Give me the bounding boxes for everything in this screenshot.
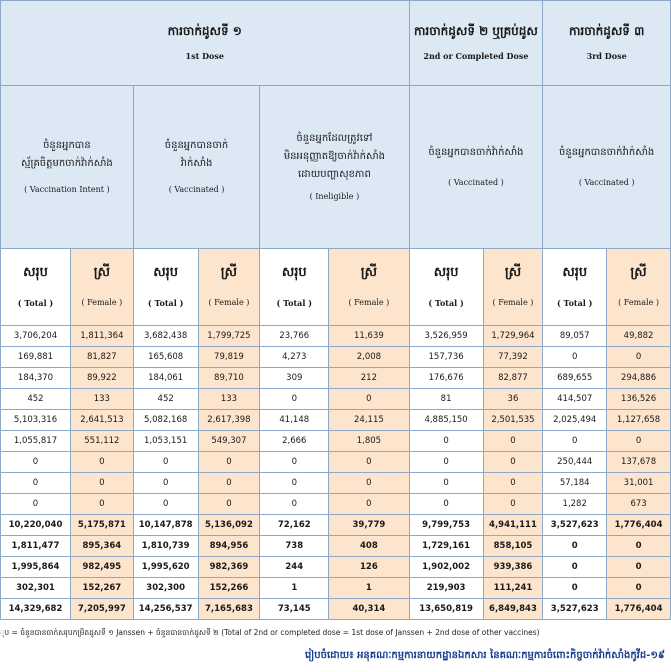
total-cell: 10,147,878 <box>133 515 198 536</box>
total-cell: 0 <box>409 431 483 452</box>
table-row <box>1 347 671 368</box>
female-cell: 1,776,404 <box>607 515 671 536</box>
female-cell: 24,115 <box>329 410 409 431</box>
female-cell: 0 <box>329 473 409 494</box>
total-cell: 1,902,002 <box>409 557 483 578</box>
total-cell: 0 <box>260 494 329 515</box>
total-cell: 176,676 <box>409 368 483 389</box>
total-cell: 0 <box>260 473 329 494</box>
total-cell: 0 <box>133 494 198 515</box>
table-row <box>1 599 671 620</box>
total-cell: 2,666 <box>260 431 329 452</box>
total-cell: 452 <box>1 389 71 410</box>
female-cell: 79,819 <box>198 347 260 368</box>
female-cell: 982,369 <box>198 557 260 578</box>
table-row <box>1 410 671 431</box>
total-cell: 165,608 <box>133 347 198 368</box>
female-cell: 549,307 <box>198 431 260 452</box>
table-row <box>1 452 671 473</box>
vaccinated1-en: ( Vaccinated ) <box>168 185 225 194</box>
total-cell: 5,082,168 <box>133 410 198 431</box>
female-cell: 1,805 <box>329 431 409 452</box>
female-cell: 152,267 <box>70 578 133 599</box>
female-cell: 0 <box>483 431 543 452</box>
vaccinated1-header <box>133 86 260 249</box>
female-cell: 0 <box>607 578 671 599</box>
female-cell: 0 <box>483 494 543 515</box>
total-cell: 250,444 <box>543 452 607 473</box>
female-cell: 133 <box>70 389 133 410</box>
female-cell: 11,639 <box>329 326 409 347</box>
total-cell: 0 <box>1 452 71 473</box>
female-cell: 894,956 <box>198 536 260 557</box>
total-header: សរុប ( Total ) <box>543 249 607 326</box>
female-cell: 5,175,871 <box>70 515 133 536</box>
female-header: ស្រី ( Female ) <box>607 249 671 326</box>
female-cell: 126 <box>329 557 409 578</box>
female-cell: 77,392 <box>483 347 543 368</box>
female-cell: 89,710 <box>198 368 260 389</box>
total-cell: 10,220,040 <box>1 515 71 536</box>
dose1-title-kh: ការចាក់ដូសទី ១ <box>167 24 242 38</box>
total-cell: 57,184 <box>543 473 607 494</box>
female-cell: 1,127,658 <box>607 410 671 431</box>
total-cell: 1,729,161 <box>409 536 483 557</box>
vaccinated3-kh1: ចំនួនអ្នកបានចាក់វ៉ាក់សាំង <box>559 147 655 158</box>
female-cell: 0 <box>198 473 260 494</box>
total-cell: 4,885,150 <box>409 410 483 431</box>
group-header-row <box>1 86 671 249</box>
total-cell: 244 <box>260 557 329 578</box>
table-body <box>1 326 671 620</box>
female-cell: 0 <box>607 557 671 578</box>
vaccinated3-header <box>543 86 671 249</box>
female-cell: 0 <box>607 431 671 452</box>
total-cell: 1,810,739 <box>133 536 198 557</box>
total-cell: 0 <box>409 452 483 473</box>
total-cell: 1,995,864 <box>1 557 71 578</box>
female-cell: 7,165,683 <box>198 599 260 620</box>
dose1-title-en: 1st Dose <box>185 51 224 61</box>
ineligible-en: ( Ineligible ) <box>309 192 360 201</box>
female-cell: 36 <box>483 389 543 410</box>
total-cell: 302,300 <box>133 578 198 599</box>
table-row <box>1 431 671 452</box>
female-cell: 31,001 <box>607 473 671 494</box>
total-cell: 3,706,204 <box>1 326 71 347</box>
total-header: សរុប ( Total ) <box>409 249 483 326</box>
female-cell: 0 <box>329 494 409 515</box>
total-cell: 9,799,753 <box>409 515 483 536</box>
total-cell: 89,057 <box>543 326 607 347</box>
total-cell: 689,655 <box>543 368 607 389</box>
female-cell: 49,882 <box>607 326 671 347</box>
female-cell: 1,776,404 <box>607 599 671 620</box>
credit-line: រៀបចំដោយ៖ អនុគណៈកម្មការនាយកដ្ឋានឯកសារ នៃគណៈកម្មការចំពោះកិច្ចចាក់វ៉ាក់សាំងកូវីដ-១៩ <box>304 650 665 661</box>
female-cell: 939,386 <box>483 557 543 578</box>
total-cell: 452 <box>133 389 198 410</box>
table-row <box>1 515 671 536</box>
dose3-header <box>543 1 671 86</box>
vaccinated2-header <box>409 86 543 249</box>
female-cell: 0 <box>607 536 671 557</box>
total-cell: 0 <box>133 473 198 494</box>
total-cell: 0 <box>133 452 198 473</box>
table-row <box>1 368 671 389</box>
female-cell: 212 <box>329 368 409 389</box>
female-cell: 2,617,398 <box>198 410 260 431</box>
total-cell: 0 <box>543 557 607 578</box>
female-header: ស្រី ( Female ) <box>198 249 260 326</box>
female-cell: 39,779 <box>329 515 409 536</box>
female-cell: 82,877 <box>483 368 543 389</box>
total-cell: 309 <box>260 368 329 389</box>
female-cell: 0 <box>70 494 133 515</box>
vaccinated1-kh1: ចំនួនអ្នកបានចាក់ <box>164 140 229 151</box>
total-cell: 41,148 <box>260 410 329 431</box>
ineligible-header <box>260 86 409 249</box>
female-cell: 40,314 <box>329 599 409 620</box>
female-cell: 152,266 <box>198 578 260 599</box>
female-cell: 1,811,364 <box>70 326 133 347</box>
female-cell: 0 <box>70 473 133 494</box>
female-cell: 0 <box>198 494 260 515</box>
total-cell: 184,370 <box>1 368 71 389</box>
total-cell: 13,650,819 <box>409 599 483 620</box>
footer-note: ុប = ចំនួនបានចាក់សរុបកម្រិតដូសទី ១ Janssen + ចំនួនបានចាក់ដូសទី ២ (Total of 2nd or completed dose = 1st dose of Janssen + 2nd dose of other vaccines) <box>0 628 540 637</box>
female-header: ស្រី ( Female ) <box>483 249 543 326</box>
table-row <box>1 536 671 557</box>
total-cell: 4,273 <box>260 347 329 368</box>
total-header: សរុប ( Total ) <box>1 249 71 326</box>
dose2-title-en: 2nd or Completed Dose <box>423 51 529 61</box>
female-cell: 0 <box>198 452 260 473</box>
total-cell: 169,881 <box>1 347 71 368</box>
intent-kh2: ស្ម័គ្រចិត្តមកចាក់វ៉ាក់សាំង <box>20 158 113 169</box>
female-cell: 858,105 <box>483 536 543 557</box>
total-cell: 5,103,316 <box>1 410 71 431</box>
total-cell: 1,055,817 <box>1 431 71 452</box>
total-cell: 0 <box>1 494 71 515</box>
female-cell: 137,678 <box>607 452 671 473</box>
female-cell: 136,526 <box>607 389 671 410</box>
female-cell: 0 <box>329 452 409 473</box>
total-header: សរុប ( Total ) <box>133 249 198 326</box>
table-row <box>1 473 671 494</box>
female-cell: 982,495 <box>70 557 133 578</box>
total-cell: 0 <box>1 473 71 494</box>
female-cell: 0 <box>329 389 409 410</box>
total-cell: 1,995,620 <box>133 557 198 578</box>
intent-en: ( Vaccination Intent ) <box>24 185 110 194</box>
table-row <box>1 326 671 347</box>
total-cell: 1,053,151 <box>133 431 198 452</box>
total-cell: 3,682,438 <box>133 326 198 347</box>
female-cell: 7,205,997 <box>70 599 133 620</box>
female-cell: 89,922 <box>70 368 133 389</box>
total-cell: 14,256,537 <box>133 599 198 620</box>
total-cell: 2,025,494 <box>543 410 607 431</box>
female-cell: 408 <box>329 536 409 557</box>
total-cell: 1,811,477 <box>1 536 71 557</box>
table-row <box>1 389 671 410</box>
total-cell: 3,527,623 <box>543 599 607 620</box>
dose-header-row <box>1 1 671 86</box>
total-cell: 3,527,623 <box>543 515 607 536</box>
dose1-header <box>1 1 410 86</box>
intent-kh1: ចំនួនអ្នកបាន <box>43 140 91 151</box>
female-cell: 5,136,092 <box>198 515 260 536</box>
total-cell: 14,329,682 <box>1 599 71 620</box>
total-cell: 1,282 <box>543 494 607 515</box>
female-header: ស្រី ( Female ) <box>70 249 133 326</box>
female-cell: 0 <box>483 473 543 494</box>
total-cell: 0 <box>260 389 329 410</box>
table-row <box>1 494 671 515</box>
female-cell: 4,941,111 <box>483 515 543 536</box>
dose3-title-en: 3rd Dose <box>586 51 627 61</box>
intent-header <box>1 86 134 249</box>
table-row <box>1 578 671 599</box>
total-cell: 0 <box>260 452 329 473</box>
total-cell: 0 <box>409 494 483 515</box>
dose2-title-kh: ការចាក់ដូសទី ២ ឬគ្រប់ដូស <box>414 24 538 38</box>
total-cell: 0 <box>543 347 607 368</box>
total-header: សរុប ( Total ) <box>260 249 329 326</box>
total-cell: 81 <box>409 389 483 410</box>
total-cell: 1 <box>260 578 329 599</box>
total-cell: 219,903 <box>409 578 483 599</box>
total-cell: 73,145 <box>260 599 329 620</box>
dose2-header <box>409 1 543 86</box>
total-cell: 0 <box>543 431 607 452</box>
dose3-title-kh: ការចាក់ដូសទី ៣ <box>568 24 645 38</box>
ineligible-kh1: ចំនួនអ្នកដែលត្រូវទៅ <box>296 133 373 144</box>
table-row <box>1 557 671 578</box>
subheader-row <box>1 249 671 326</box>
total-cell: 3,526,959 <box>409 326 483 347</box>
female-cell: 1,799,725 <box>198 326 260 347</box>
female-cell: 0 <box>483 452 543 473</box>
female-cell: 133 <box>198 389 260 410</box>
total-cell: 0 <box>543 578 607 599</box>
total-cell: 72,162 <box>260 515 329 536</box>
total-cell: 157,736 <box>409 347 483 368</box>
female-cell: 294,886 <box>607 368 671 389</box>
female-cell: 2,641,513 <box>70 410 133 431</box>
female-cell: 551,112 <box>70 431 133 452</box>
total-cell: 738 <box>260 536 329 557</box>
ineligible-kh3: ដោយបញ្ហាសុខភាព <box>298 169 371 180</box>
vaccinated2-en: ( Vaccinated ) <box>448 178 504 187</box>
total-cell: 302,301 <box>1 578 71 599</box>
female-cell: 2,008 <box>329 347 409 368</box>
vaccinated2-kh1: ចំនួនអ្នកបានចាក់វ៉ាក់សាំង <box>428 147 524 158</box>
female-cell: 1 <box>329 578 409 599</box>
female-cell: 0 <box>70 452 133 473</box>
female-cell: 2,501,535 <box>483 410 543 431</box>
female-cell: 111,241 <box>483 578 543 599</box>
female-cell: 1,729,964 <box>483 326 543 347</box>
total-cell: 184,061 <box>133 368 198 389</box>
ineligible-kh2: មិនអនុញ្ញាតឱ្យចាក់វ៉ាក់សាំង <box>283 151 385 162</box>
female-cell: 6,849,843 <box>483 599 543 620</box>
female-cell: 673 <box>607 494 671 515</box>
total-cell: 23,766 <box>260 326 329 347</box>
female-cell: 895,364 <box>70 536 133 557</box>
female-header: ស្រី ( Female ) <box>329 249 409 326</box>
total-cell: 414,507 <box>543 389 607 410</box>
vaccinated3-en: ( Vaccinated ) <box>578 178 635 187</box>
total-cell: 0 <box>543 536 607 557</box>
female-cell: 81,827 <box>70 347 133 368</box>
female-cell: 0 <box>607 347 671 368</box>
total-cell: 0 <box>409 473 483 494</box>
vaccinated1-kh2: វ៉ាក់សាំង <box>180 158 213 169</box>
